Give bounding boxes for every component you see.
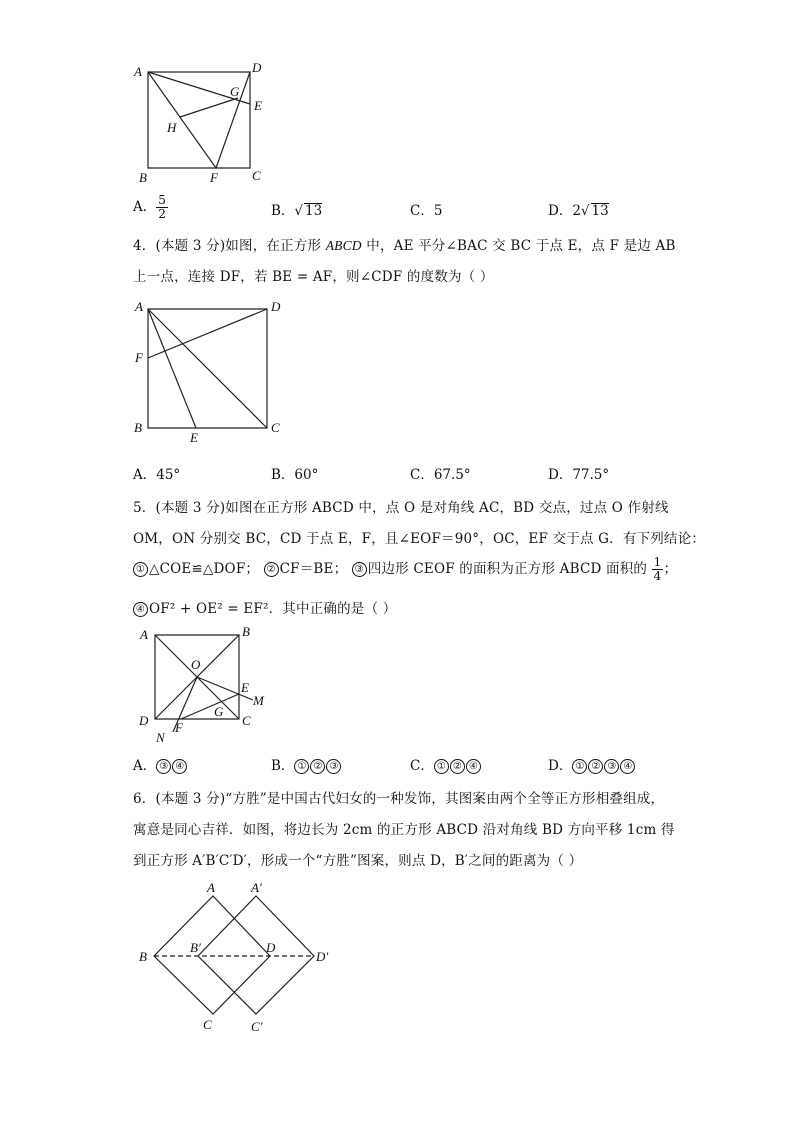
label-d-prime: D′ [316, 949, 329, 964]
segment-af [148, 72, 216, 168]
label-c-prime: C′ [251, 1019, 263, 1034]
q5-option-a[interactable]: A． ③ ④ [133, 754, 188, 774]
label-b: B [134, 420, 142, 435]
label-d: D [252, 60, 262, 75]
segment-ae [148, 309, 196, 428]
q5-line-2: OM，ON 分别交 BC，CD 于点 E，F，且∠EOF＝90°，OC，EF 交于点 G．有下列结论： [133, 531, 706, 547]
q4-option-b[interactable]: B．60° [271, 467, 319, 483]
label-c: C [203, 1017, 212, 1032]
figure-q5 [132, 622, 272, 748]
q4-line-2: 上一点，连接 DF，若 BE = AF，则∠CDF 的度数为（ ） [133, 269, 494, 285]
label-g: G [214, 704, 224, 719]
figure-q6 [130, 874, 350, 1040]
q4-option-c[interactable]: C．67.5° [410, 467, 471, 483]
q3-option-a[interactable]: A． $\frac{5}{2}$ [133, 193, 166, 221]
q6-line-3: 到正方形 A′B′C′D′，形成一个“方胜”图案，则点 D，B′之间的距离为（ ） [133, 853, 583, 869]
label-c: C [252, 168, 261, 183]
label-b-prime: B′ [190, 940, 201, 955]
label-c: C [242, 713, 251, 728]
label-a: A [134, 64, 142, 79]
label-a: A [207, 880, 215, 895]
label-n: N [156, 730, 165, 745]
q5-line-1: 5．(本题 3 分)如图在正方形 ABCD 中，点 O 是对角线 AC，BD 交点，过点 O 作射线 [133, 500, 669, 516]
square-a-b-c-d-prime [198, 896, 314, 1014]
q3-option-b[interactable]: B．√ 13 [271, 203, 323, 219]
segment-fd [148, 309, 267, 358]
label-a: A [135, 299, 143, 314]
q5-option-c[interactable]: C． ① ② ④ [410, 754, 482, 774]
square-abcd [154, 896, 270, 1014]
q4-option-d[interactable]: D．77.5° [548, 467, 610, 483]
q5-option-b[interactable]: B． ① ② ③ [271, 754, 342, 774]
label-e: E [254, 98, 262, 113]
q6-line-1: 6．(本题 3 分)“方胜”是中国古代妇女的一种发饰，其图案由两个全等正方形相叠组成， [133, 791, 665, 807]
segment-ef [181, 694, 239, 719]
label-b: B [242, 624, 250, 639]
label-d: D [271, 299, 281, 314]
label-f: F [135, 350, 143, 365]
figure-q4 [128, 296, 288, 448]
label-f: F [175, 720, 183, 735]
label-h: H [167, 120, 177, 135]
label-b: B [139, 170, 147, 185]
label-a-prime: A′ [251, 880, 262, 895]
label-e: E [190, 430, 198, 445]
diagonal-ac [148, 309, 267, 428]
label-g: G [230, 84, 240, 99]
fraction: $\frac{5}{2}$ [158, 193, 166, 221]
figure-q3 [130, 60, 270, 186]
q4-option-a[interactable]: A．45° [133, 467, 181, 483]
label-m: M [253, 693, 264, 708]
label-a: A [140, 627, 148, 642]
q5-line-4: ④ OF² + OE² = EF²．其中正确的是（ ） [133, 597, 396, 617]
q4-line-1: 4．(本题 3 分)如图，在正方形 ABCD 中，AE 平分∠BAC 交 BC 于点 E，点 F 是边 AB [133, 238, 676, 254]
q3-option-c[interactable]: C．5 [410, 203, 443, 219]
label-b: B [139, 949, 147, 964]
fraction-one-quarter: $\frac{1}{4}$ [653, 555, 662, 583]
label-f: F [210, 170, 218, 185]
label-c: C [271, 420, 280, 435]
label-d: D [139, 713, 149, 728]
q5-option-d[interactable]: D． ① ② ③ ④ [548, 754, 636, 774]
label-d: D [266, 940, 276, 955]
segment-hg [180, 98, 238, 117]
label-e: E [241, 680, 249, 695]
q5-line-3: ① △COE≌△DOF； ② CF＝BE； ③ 四边形 CEOF 的面积为正方形 ABCD 面积的 $\frac{1}{4}$ ； [133, 556, 677, 583]
q6-line-2: 寓意是同心吉祥．如图，将边长为 2cm 的正方形 ABCD 沿对角线 BD 方向平移 1cm 得 [133, 822, 675, 838]
label-o: O [191, 657, 201, 672]
q3-option-d[interactable]: D．2√ 13 [548, 203, 609, 219]
